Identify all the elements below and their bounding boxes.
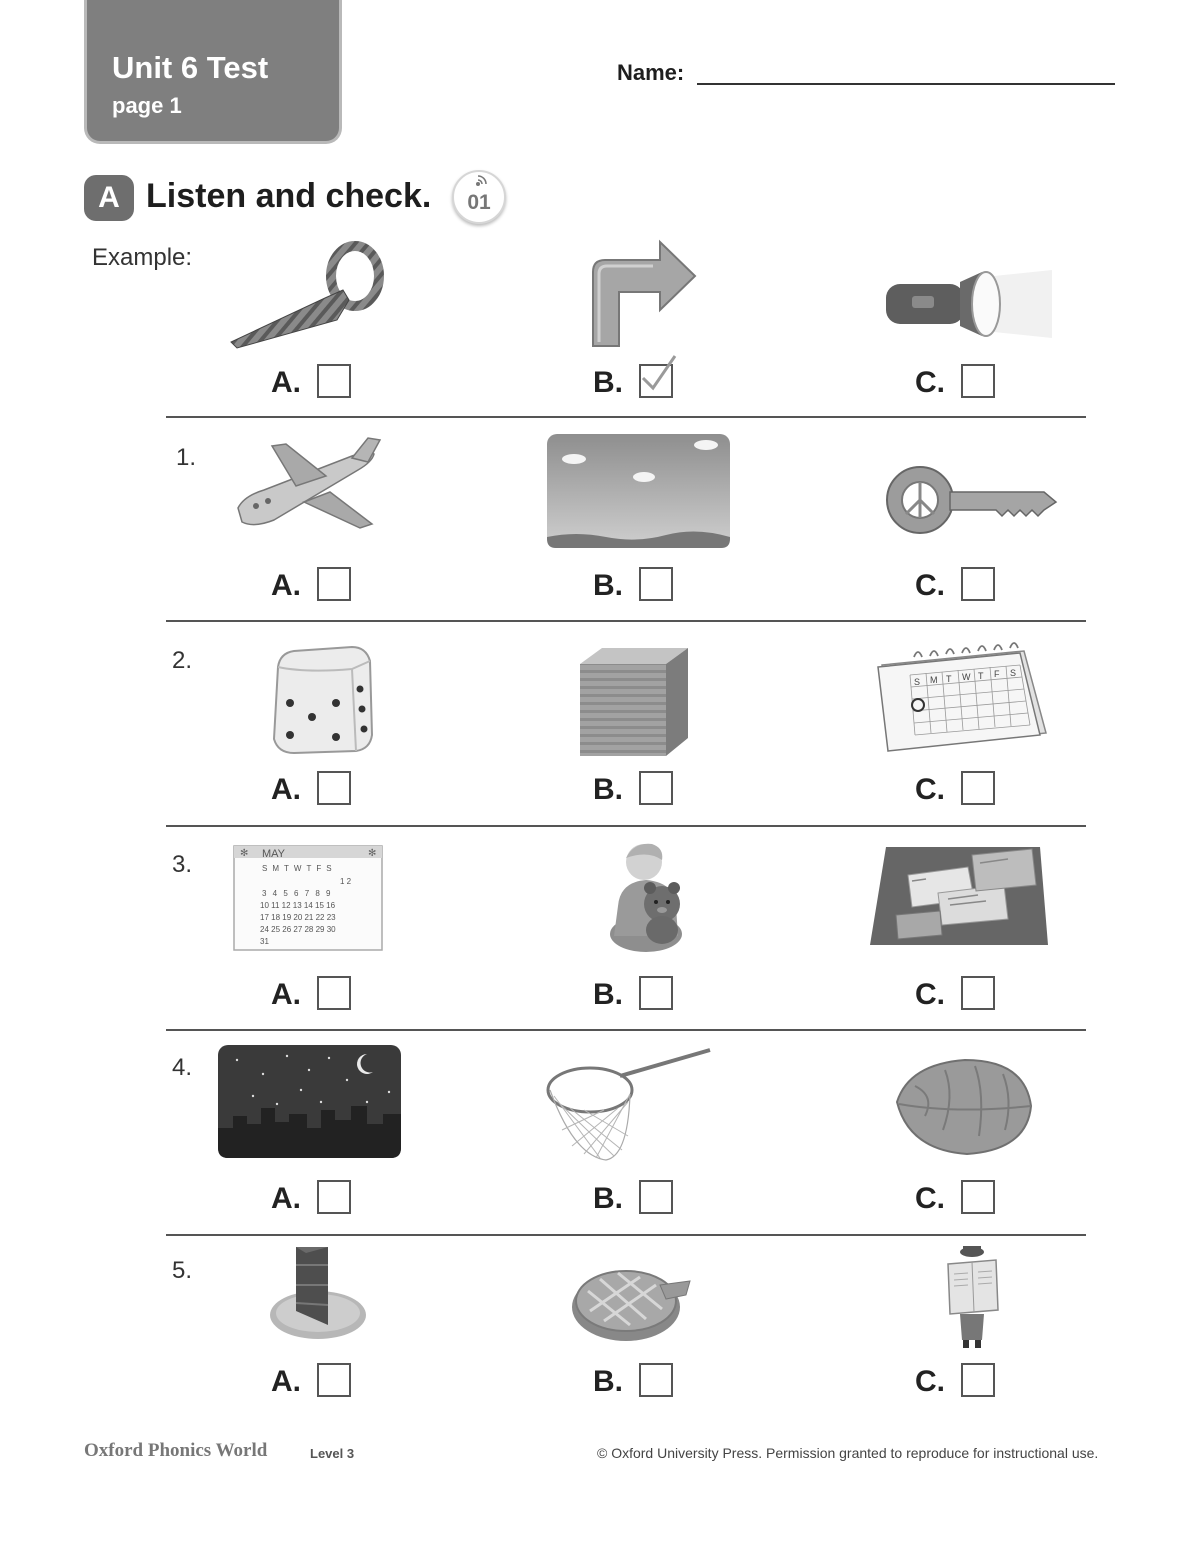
tie-picture: [225, 240, 390, 350]
speaker-icon: [474, 173, 488, 189]
option-label-b: B.: [593, 366, 623, 399]
option-label-a: A.: [271, 1365, 301, 1398]
question-2-checkbox-c[interactable]: [961, 771, 995, 805]
option-label-a: A.: [271, 1182, 301, 1215]
option-label-b: B.: [593, 1365, 623, 1398]
option-label-a: A.: [271, 569, 301, 602]
calendar-row: 31: [260, 937, 269, 946]
example-checkbox-b[interactable]: [639, 364, 673, 398]
row-divider: [166, 1234, 1086, 1236]
question-4-checkbox-a[interactable]: [317, 1180, 351, 1214]
option-label-b: B.: [593, 978, 623, 1011]
option-label-b: B.: [593, 773, 623, 806]
cake-slice-picture: [266, 1245, 370, 1341]
question-1-checkbox-b[interactable]: [639, 567, 673, 601]
option-label-b: B.: [593, 1182, 623, 1215]
net-picture: [544, 1046, 714, 1164]
unit-title: Unit 6 Test: [112, 50, 269, 85]
cube-picture: [576, 646, 692, 758]
question-3-checkbox-c[interactable]: [961, 976, 995, 1010]
brand-logo-text: Oxford Phonics World: [84, 1440, 268, 1461]
copyright-notice: © Oxford University Press. Permission granted to reproduce for instructional use.: [597, 1445, 1099, 1461]
row-divider: [166, 825, 1086, 827]
calendar-month: MAY: [262, 848, 286, 860]
child-with-teddy-bear-picture: [604, 840, 696, 954]
man-reading-newspaper-picture: [944, 1244, 1000, 1350]
section-letter-badge: A: [84, 175, 134, 221]
weekday-label: T: [978, 671, 984, 681]
option-label-a: A.: [271, 366, 301, 399]
page-label: page 1: [112, 93, 182, 118]
night-sky-picture: [217, 1044, 402, 1159]
question-number-2: 2.: [172, 647, 193, 674]
question-number-1: 1.: [176, 444, 197, 471]
example-checkbox-c[interactable]: [961, 364, 995, 398]
calendar-picture: [874, 641, 1049, 751]
calendar-row: 10 11 12 13 14 15 16: [260, 901, 336, 910]
weekday-label: S: [914, 677, 921, 687]
option-label-c: C.: [915, 773, 945, 806]
checkmark-icon: [639, 354, 681, 396]
question-1-checkbox-a[interactable]: [317, 567, 351, 601]
audio-track-number: 01: [467, 191, 491, 214]
svg-text:✻: ✻: [240, 848, 249, 859]
key-picture: [884, 464, 1059, 536]
may-calendar-picture: [232, 844, 384, 952]
option-label-c: C.: [915, 569, 945, 602]
svg-text:✻: ✻: [368, 848, 377, 859]
weekday-label: M: [930, 675, 938, 685]
turn-right-arrow-picture: [585, 238, 700, 348]
weekday-label: F: [994, 669, 1000, 679]
question-4-checkbox-b[interactable]: [639, 1180, 673, 1214]
row-divider: [166, 416, 1086, 418]
calendar-row: 1 2: [340, 877, 352, 886]
calendar-row: 24 25 26 27 28 29 30: [260, 925, 336, 934]
option-label-a: A.: [271, 978, 301, 1011]
letters-and-parcels-picture: [868, 845, 1048, 945]
question-number-5: 5.: [172, 1257, 193, 1284]
question-3-checkbox-a[interactable]: [317, 976, 351, 1010]
question-1-checkbox-c[interactable]: [961, 567, 995, 601]
audio-track-badge[interactable]: [452, 170, 506, 224]
question-5-checkbox-c[interactable]: [961, 1363, 995, 1397]
weekday-label: S: [1010, 668, 1017, 678]
calendar-row: 17 18 19 20 21 22 23: [260, 913, 336, 922]
flashlight-picture: [882, 262, 1054, 346]
row-divider: [166, 1029, 1086, 1031]
row-divider: [166, 620, 1086, 622]
level-label: Level 3: [310, 1446, 355, 1461]
weekday-label: W: [962, 672, 971, 682]
option-label-b: B.: [593, 569, 623, 602]
section-instruction: Listen and check.: [146, 177, 432, 215]
example-checkbox-a[interactable]: [317, 364, 351, 398]
jet-plane-picture: [234, 436, 384, 531]
question-3-checkbox-b[interactable]: [639, 976, 673, 1010]
calendar-row: 3 4 5 6 7 8 9: [262, 889, 331, 898]
sky-picture: [546, 433, 731, 549]
die-picture: [266, 643, 378, 757]
walnut-picture: [895, 1056, 1035, 1156]
example-label: Example:: [92, 244, 193, 271]
option-label-a: A.: [271, 773, 301, 806]
question-5-checkbox-a[interactable]: [317, 1363, 351, 1397]
calendar-weekdays: SMTWTFS: [262, 864, 337, 873]
question-2-checkbox-a[interactable]: [317, 771, 351, 805]
name-field[interactable]: [697, 83, 1115, 85]
question-4-checkbox-c[interactable]: [961, 1180, 995, 1214]
option-label-c: C.: [915, 978, 945, 1011]
name-label: Name:: [617, 60, 685, 85]
weekday-label: T: [946, 674, 952, 684]
option-label-c: C.: [915, 1182, 945, 1215]
question-5-checkbox-b[interactable]: [639, 1363, 673, 1397]
question-number-4: 4.: [172, 1054, 193, 1081]
question-number-3: 3.: [172, 851, 193, 878]
question-2-checkbox-b[interactable]: [639, 771, 673, 805]
option-label-c: C.: [915, 366, 945, 399]
option-label-c: C.: [915, 1365, 945, 1398]
pie-picture: [570, 1255, 692, 1345]
